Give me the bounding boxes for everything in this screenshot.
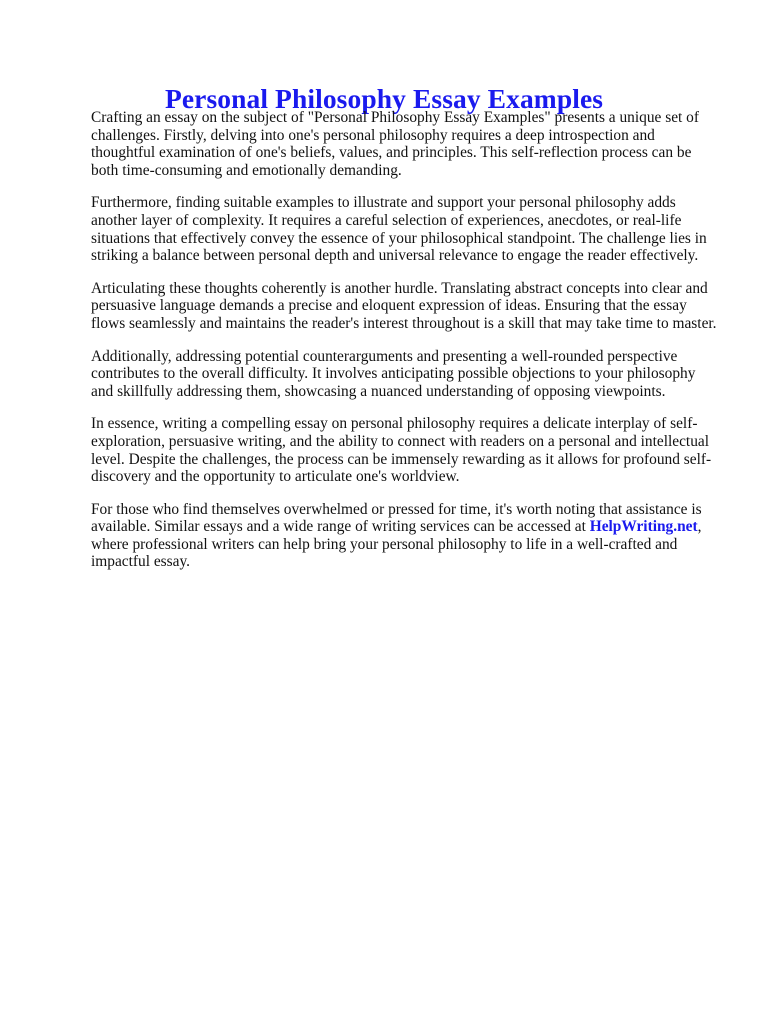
paragraph-line: Articulating these thoughts coherently is another hurdle. Translating abstract concepts into clear and [91, 279, 708, 297]
paragraph-line: persuasive language demands a precise and eloquent expression of ideas. Ensuring that the essay [91, 297, 687, 315]
paragraph-line: where professional writers can help bring your personal philosophy to life in a well-crafted and [91, 535, 678, 553]
paragraph-line: For those who find themselves overwhelmed or pressed for time, it's worth noting that assistance is [91, 500, 702, 518]
paragraph-line: In essence, writing a compelling essay on personal philosophy requires a delicate interplay of self- [91, 415, 698, 433]
paragraph-line: impactful essay. [91, 553, 191, 571]
paragraph-line: Additionally, addressing potential counterarguments and presenting a well-rounded perspective [91, 347, 678, 365]
paragraph-3 [91, 280, 722, 333]
helpwriting-link[interactable]: HelpWriting.net [589, 518, 698, 536]
paragraph-line: both time-consuming and emotionally demanding. [91, 161, 402, 179]
paragraph-4 [91, 348, 722, 401]
paragraph-line: striking a balance between personal depth and universal relevance to engage the reader effectively. [91, 247, 699, 265]
paragraph-line: discovery and the opportunity to articulate one's worldview. [91, 468, 460, 486]
link-trail-text: , [697, 518, 702, 536]
paragraph-line: flows seamlessly and maintains the reader's interest throughout is a skill that may take time to master. [91, 314, 717, 332]
link-lead-text: available. Similar essays and a wide range of writing services can be accessed at [91, 518, 590, 536]
paragraph-5 [91, 415, 722, 485]
paragraph-line: Crafting an essay on the subject of "Personal Philosophy Essay Examples" presents a unique set of [91, 109, 699, 126]
paragraph-1 [91, 109, 722, 179]
paragraph-line: another layer of complexity. It requires a careful selection of experiences, anecdotes, or real-life [91, 211, 682, 229]
paragraph-line: contributes to the overall difficulty. It involves anticipating possible objections to your philosophy [91, 365, 696, 383]
paragraph-line-with-link [91, 518, 722, 536]
paragraph-line: and skillfully addressing them, showcasing a nuanced understanding of opposing viewpoints. [91, 382, 666, 400]
paragraph-line: exploration, persuasive writing, and the ability to connect with readers on a personal and intellectual [91, 432, 709, 450]
document-body [91, 109, 722, 586]
paragraph-line: situations that effectively convey the essence of your philosophical standpoint. The challenge lies in [91, 229, 707, 247]
paragraph-line: level. Despite the challenges, the process can be immensely rewarding as it allows for profound self- [91, 450, 712, 468]
paragraph-2 [91, 194, 722, 264]
paragraph-6 [91, 501, 722, 571]
paragraph-line: Furthermore, finding suitable examples to illustrate and support your personal philosophy adds [91, 194, 676, 212]
paragraph-line: thoughtful examination of one's beliefs, values, and principles. This self-reflection process can be [91, 144, 692, 162]
paragraph-line: challenges. Firstly, delving into one's personal philosophy requires a deep introspection and [91, 126, 655, 144]
page-title: Personal Philosophy Essay Examples [164, 83, 604, 114]
